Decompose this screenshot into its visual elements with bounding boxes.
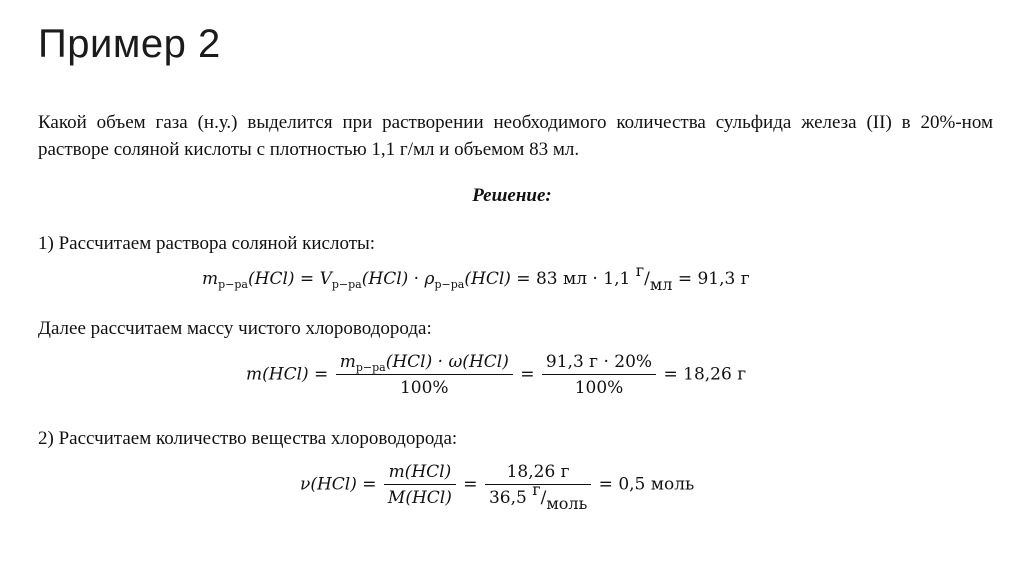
eq3-den: M(HCl) xyxy=(387,488,452,508)
eq3-fraction-1 xyxy=(384,462,456,508)
eq3-num2: 18,26 г xyxy=(485,462,591,485)
eq1-equals: = xyxy=(294,269,320,289)
eq1-equals-2: = xyxy=(510,269,536,289)
eq2-den: 100% xyxy=(399,378,449,398)
eq2-fraction-2 xyxy=(542,352,656,398)
eq1-unit-num: г xyxy=(635,261,645,280)
equation-pure-mass xyxy=(246,352,746,398)
eq3-den2-val: 36,5 xyxy=(488,488,533,508)
eq1-hcl-1: (HCl) xyxy=(247,269,295,289)
eq3-fraction-2 xyxy=(485,462,591,513)
eq1-volume: 83 мл xyxy=(535,269,588,289)
eq1-hcl-3: (HCl) xyxy=(464,269,511,289)
equation-moles xyxy=(300,462,695,513)
eq1-sub-3: р−ра xyxy=(434,278,465,291)
step-1b-text: Далее рассчитаем массу чистого хлороводорода: xyxy=(38,318,432,339)
eq2-equals: = xyxy=(514,364,540,385)
eq2-num-m: m xyxy=(339,352,356,372)
eq1-v-symbol: V xyxy=(319,269,332,289)
eq1-m-symbol: m xyxy=(202,269,219,289)
eq2-num-sub: р−ра xyxy=(355,361,386,374)
problem-text: Какой объем газа (н.у.) выделится при растворении необходимого количества сульфида железа (II) в 20%-ном растворе соляной кислоты с плотностью 1,1 г/мл и объемом 83 мл. xyxy=(38,112,993,160)
eq2-result: = 18,26 г xyxy=(658,364,747,385)
eq1-sub-2: р−ра xyxy=(331,278,362,291)
eq1-result: = 91,3 г xyxy=(672,269,750,289)
equation-solution-mass xyxy=(202,261,750,294)
eq2-fraction-1 xyxy=(336,352,513,398)
eq3-result: = 0,5 моль xyxy=(593,474,695,495)
step-2-text: 2) Рассчитаем количество вещества хлороводорода: xyxy=(38,428,458,449)
eq2-num-rest: (HCl) · ω(HCl) xyxy=(385,352,509,372)
eq1-sub-1: р−ра xyxy=(218,278,248,291)
eq2-lhs: m(HCl) = xyxy=(246,364,334,385)
solution-heading: Решение: xyxy=(472,185,552,206)
eq1-hcl-2: (HCl) xyxy=(361,269,409,289)
eq2-num2: 91,3 г · 20% xyxy=(542,352,656,375)
eq1-density: 1,1 xyxy=(603,269,636,289)
step-1-text: 1) Рассчитаем раствора соляной кислоты: xyxy=(38,233,376,254)
eq1-rho-symbol: ρ xyxy=(424,269,435,289)
eq1-dot: · xyxy=(408,269,425,289)
slide-title: Пример 2 xyxy=(38,22,221,66)
eq3-den2-slash: / xyxy=(540,488,547,508)
eq3-den2-unit-num: г xyxy=(532,480,541,499)
eq1-unit-slash: / xyxy=(644,269,650,289)
eq2-den2: 100% xyxy=(574,378,624,398)
eq1-unit-den: мл xyxy=(649,275,673,294)
eq3-num: m(HCl) xyxy=(388,462,452,482)
eq3-lhs: ν(HCl) = xyxy=(300,474,382,495)
eq1-dot-2: · xyxy=(587,269,604,289)
eq3-den2-unit-den: моль xyxy=(546,494,588,513)
eq3-equals: = xyxy=(457,474,483,495)
